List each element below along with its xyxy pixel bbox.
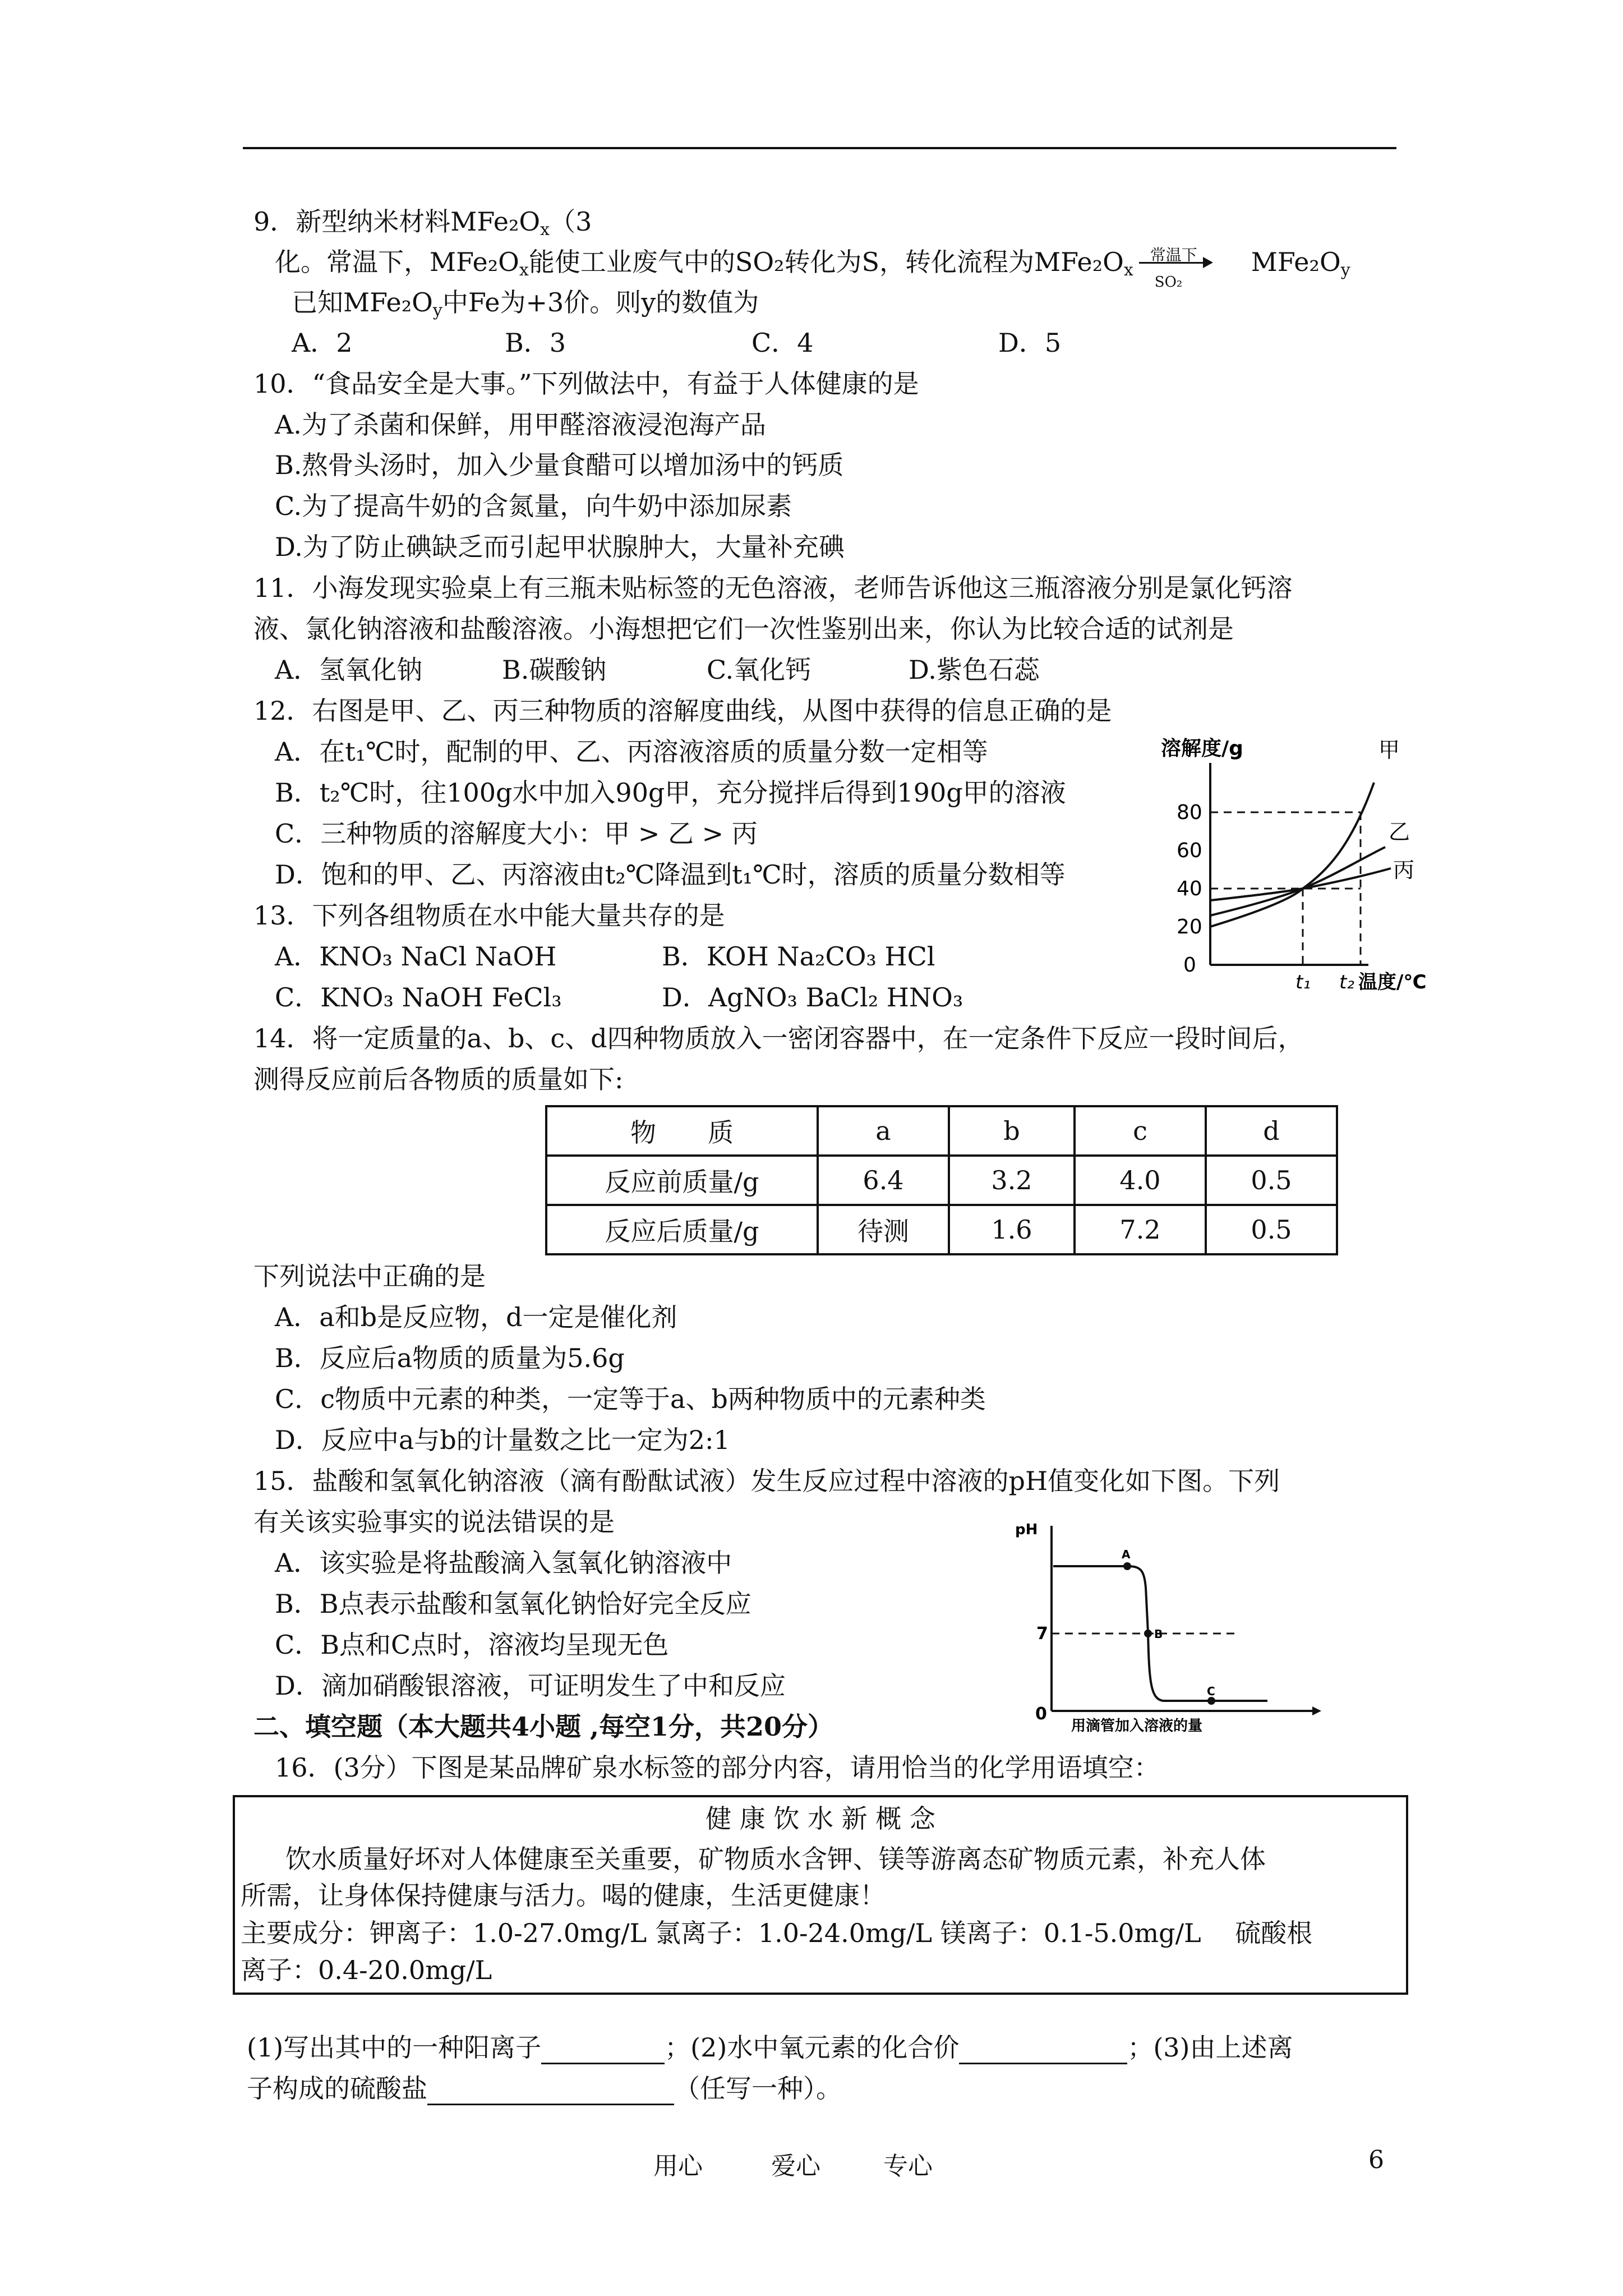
q12-option-d: D．饱和的甲、乙、丙溶液由t₂℃降温到t₁℃时，溶质的质量分数相等 [275,859,1066,890]
label-jia: 甲 [1378,738,1400,762]
ph-chart [1004,1503,1329,1739]
table-header-cell: b [949,1106,1075,1156]
q14-line3: 下列说法中正确的是 [253,1261,486,1291]
label-box-line1: 饮水质量好坏对人体健康至关重要，矿物质水含钾、镁等游离态矿物质元素，补充人体 [285,1844,1266,1874]
q13-option-b: B．KOH Na₂CO₃ HCl [662,941,935,972]
footer-motto-3: 专心 [883,2152,933,2180]
label-box-line4: 离子：0.4-20.0mg/L [241,1955,492,1985]
q11-line2: 液、氯化钠溶液和盐酸溶液。小海想把它们一次性鉴别出来，你认为比较合适的试剂是 [253,614,1234,644]
ph-label-c: C [1207,1685,1215,1698]
label-bing: 丙 [1393,858,1415,882]
q15-option-d: D．滴加硝酸银溶液，可证明发生了中和反应 [275,1671,786,1701]
q16-fill2-b: （任写一种）。 [674,2073,842,2104]
answer-blank-valence[interactable] [959,2036,1127,2064]
arrow-condition-bottom: SO₂ [1154,274,1183,291]
label-yi: 乙 [1389,820,1410,844]
q15-option-b: B．B点表示盐酸和氢氧化钠恰好完全反应 [275,1589,751,1619]
q11-option-c: C.氧化钙 [707,655,811,685]
ph-x-arrow [1312,1706,1321,1715]
q13-option-d: D．AgNO₃ BaCl₂ HNO₃ [662,982,963,1013]
ph-ytick-7: 7 [1036,1624,1048,1644]
ytick-40: 40 [1177,877,1202,900]
ph-ylabel: pH [1015,1521,1038,1538]
table-cell: 0.5 [1206,1156,1337,1205]
q9-line2 [275,245,1350,291]
q9-line1: 9．新型纳米材料$MFe_2O_x(3$ [253,206,592,240]
solubility-chart [1144,729,1427,999]
reaction-arrow [1133,245,1218,291]
q13-option-a: A．KNO₃ NaCl NaOH [275,941,557,972]
curve-jia [1210,783,1374,927]
table-cell: 6.4 [818,1156,949,1205]
q16-fill1-a: (1)写出其中的一种阳离子 [247,2032,542,2063]
label-box-line3: 主要成分：钾离子：1.0-27.0mg/L 氯离子：1.0-24.0mg/L 镁离子：0.1-5.0mg/L 硫酸根 [241,1918,1313,1948]
q15-option-a: A．该实验是将盐酸滴入氢氧化钠溶液中 [275,1548,732,1578]
q10-stem: 10．“食品安全是大事。”下列做法中，有益于人体健康的是 [253,369,919,399]
q16-fill1-c: ；(3)由上述离 [1127,2032,1293,2063]
q12-option-b: B．t₂℃时，往100g水中加入90g甲，充分搅拌后得到190g甲的溶液 [275,777,1066,808]
q11-option-d: D.紫色石蕊 [909,655,1040,685]
ph-xlabel: 用滴管加入溶液的量 [1071,1718,1203,1734]
table-cell: 反应前质量/g [546,1156,818,1205]
q11-option-b: B.碳酸钠 [502,655,607,685]
arrow-condition-top: 常温下 [1150,246,1197,264]
xtick-t2: t₂ [1339,971,1354,993]
header-rule [243,147,1396,149]
ph-point-b [1144,1630,1152,1637]
q12-stem: 12．右图是甲、乙、丙三种物质的溶解度曲线，从图中获得的信息正确的是 [253,696,1112,726]
q10-option-c: C.为了提高牛奶的含氮量，向牛奶中添加尿素 [275,491,792,521]
q11-line1: 11．小海发现实验桌上有三瓶未贴标签的无色溶液，老师告诉他这三瓶溶液分别是氯化钙溶 [253,573,1293,603]
q16-stem: 16．(3分）下图是某品牌矿泉水标签的部分内容，请用恰当的化学用语填空： [275,1752,1160,1783]
label-box-line2: 所需，让身体保持健康与活力。喝的健康，生活更健康！ [241,1880,886,1911]
q9-option-d: D．5 [998,328,1062,358]
footer-motto-1: 用心 [653,2152,703,2180]
page-number: 6 [1368,2146,1384,2174]
label-box-title: 健 康 饮 水 新 概 念 [706,1803,935,1834]
table-cell: 1.6 [949,1205,1075,1254]
ytick-80: 80 [1177,801,1202,824]
table-header-cell: d [1206,1106,1337,1156]
q9-option-b: B．3 [505,328,566,358]
ph-point-c [1207,1697,1215,1705]
table-header-cell: 物 质 [546,1106,818,1156]
q9-line3: 已知$MFe_2O_y$中Fe为+3价。则y的数值为 [292,287,759,320]
answer-blank-sulfate[interactable] [427,2077,674,2105]
table-row [546,1205,1337,1254]
ph-label-a: A [1122,1548,1131,1561]
ytick-60: 60 [1177,839,1202,862]
table-cell: 7.2 [1075,1205,1206,1254]
q10-option-a: A.为了杀菌和保鲜，用甲醛溶液浸泡海产品 [275,409,766,440]
q14-option-c: C．c物质中元素的种类，一定等于a、b两种物质中的元素种类 [275,1384,986,1414]
q15-line1: 15．盐酸和氢氧化钠溶液（滴有酚酞试液）发生反应过程中溶液的pH值变化如下图。下列 [253,1466,1280,1496]
q10-option-d: D.为了防止碘缺乏而引起甲状腺肿大，大量补充碘 [275,532,845,562]
q9-line2-post: $MFe_2O_y$ [1251,247,1350,280]
q13-option-c: C．KNO₃ NaOH FeCl₃ [275,982,562,1013]
table-cell: 4.0 [1075,1156,1206,1205]
q14-line2: 测得反应前后各物质的质量如下: [253,1064,624,1094]
q14-option-b: B．反应后a物质的质量为5.6g [275,1343,625,1373]
mass-table [545,1105,1338,1255]
table-cell: 0.5 [1206,1205,1337,1254]
q12-option-a: A．在t₁℃时，配制的甲、乙、丙溶液溶质的质量分数一定相等 [275,737,988,767]
table-header-row [546,1106,1337,1156]
section-2-heading: 二、填空题（本大题共4小题 ,每空1分，共20分） [253,1711,834,1742]
table-cell: 3.2 [949,1156,1075,1205]
q16-fill-line2 [247,2072,842,2105]
q16-fill-line1 [247,2031,1293,2064]
q16-fill2-a: 子构成的硫酸盐 [247,2073,427,2104]
q9-line2-pre: 化。常温下，$MFe_2O_x$能使工业废气中的SO₂转化为S，转化流程为$MFe_2O_x$ [275,247,1133,280]
curve-bing [1210,868,1391,900]
solubility-xlabel: 温度/℃ [1358,971,1427,993]
solubility-ylabel: 溶解度/g [1161,737,1243,760]
ytick-20: 20 [1177,915,1202,938]
q12-option-c: C．三种物质的溶解度大小：甲 > 乙 > 丙 [275,818,758,849]
ph-label-b: B [1154,1627,1163,1641]
table-header-cell: c [1075,1106,1206,1156]
q15-option-c: C．B点和C点时，溶液均呈现无色 [275,1630,669,1660]
q15-line2: 有关该实验事实的说法错误的是 [253,1507,615,1537]
ph-point-a [1123,1562,1131,1570]
answer-blank-cation[interactable] [541,2036,665,2064]
ph-ytick-0: 0 [1035,1704,1047,1724]
xtick-t1: t₁ [1295,971,1311,993]
table-row [546,1156,1337,1205]
q14-option-d: D．反应中a与b的计量数之比一定为2:1 [275,1425,730,1455]
q9-option-c: C．4 [751,328,814,358]
footer-motto-2: 爱心 [771,2152,820,2180]
ytick-0: 0 [1183,954,1196,977]
q14-option-a: A．a和b是反应物，d一定是催化剂 [275,1302,677,1332]
table-cell: 待测 [818,1205,949,1254]
mineral-water-label-box [233,1795,1408,1995]
curve-yi [1210,847,1385,915]
q11-option-a: A．氢氧化钠 [275,655,423,685]
q14-line1: 14．将一定质量的a、b、c、d四种物质放入一密闭容器中，在一定条件下反应一段时间后， [253,1023,1304,1053]
q16-fill1-b: ；(2)水中氧元素的化合价 [665,2032,960,2063]
table-header-cell: a [818,1106,949,1156]
table-cell: 反应后质量/g [546,1205,818,1254]
q9-option-a: A．2 [292,328,353,358]
q10-option-b: B.熬骨头汤时，加入少量食醋可以增加汤中的钙质 [275,450,844,480]
q13-stem: 13．下列各组物质在水中能大量共存的是 [253,900,725,931]
